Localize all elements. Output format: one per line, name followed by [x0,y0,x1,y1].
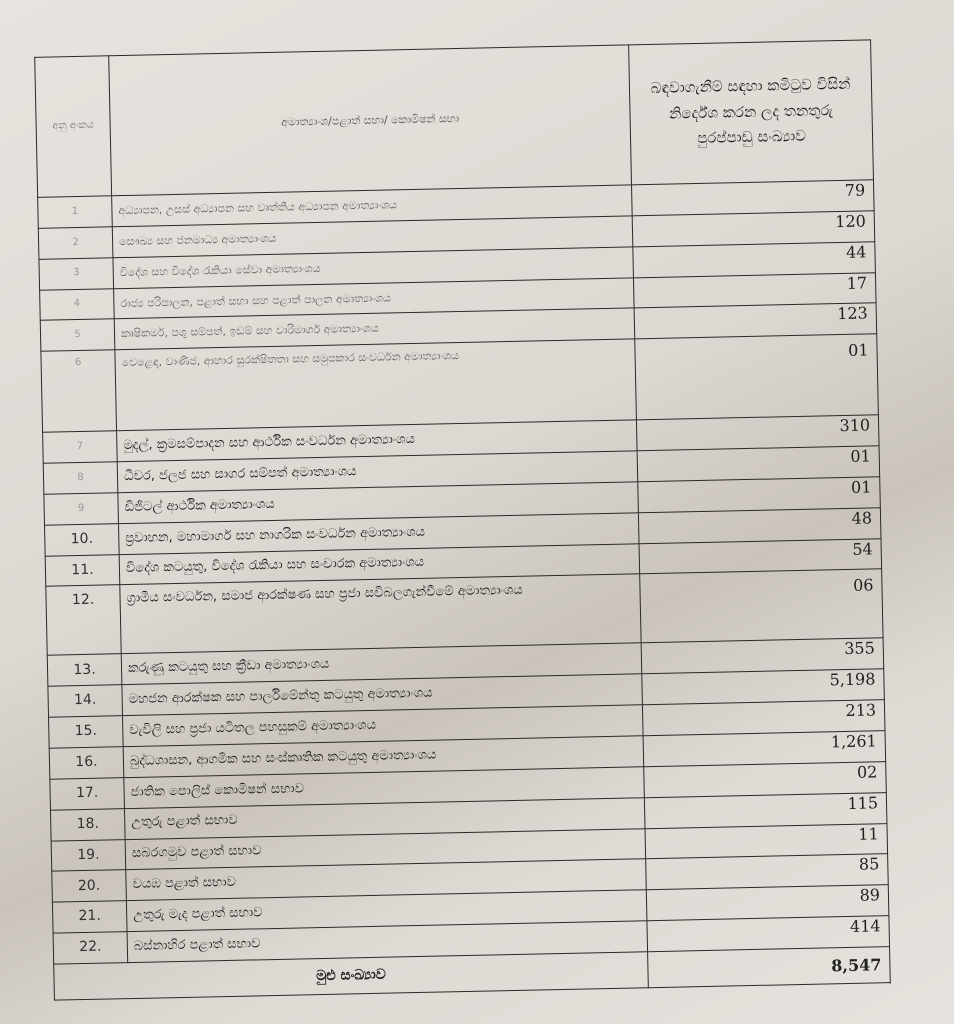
row-serial-no: 14. [48,685,123,717]
total-value: 8,547 [648,947,891,988]
vacancy-table [34,39,891,1000]
row-institution-name: ධීවර, ජලජ සහ සාගර සම්පත් අමාත්‍යාංශය [117,451,638,493]
row-serial-no: 2 [38,227,113,259]
vacancy-table-container [34,39,890,1000]
header-serial-no: අනු අංකය [35,56,112,198]
row-vacancy-count: 54 [639,538,882,574]
row-institution-name: උතුරු මැද පළාත් සභාව [126,890,647,932]
row-institution-name: ග්‍රාමීය සංවර්ධන, සමාජ ආරක්ෂණ සහ ප්‍රජා සවිබලගැන්වීමේ අමාත්‍යාංශය [120,574,641,654]
row-institution-name: වෙළෙඳ, වාණිජ, ආහාර සුරක්ෂිතතා සහ සමුපකාර සංවර්ධන අමාත්‍යාංශය [115,339,637,431]
row-serial-no: 1 [38,196,113,228]
row-vacancy-count: 310 [636,415,879,451]
row-vacancy-count: 11 [645,823,888,859]
row-vacancy-count: 115 [644,792,887,828]
row-vacancy-count: 44 [633,241,876,277]
row-institution-name: රාජ්‍ය පරිපාලන, පළාත් සභා සහ පළාත් පාලන අමාත්‍යාංශය [114,277,635,319]
row-serial-no: 8 [43,462,118,494]
row-vacancy-count: 120 [632,211,875,247]
row-institution-name: වයඹ පළාත් සභාව [126,859,647,901]
row-vacancy-count: 17 [633,272,876,308]
row-serial-no: 20. [52,870,127,902]
row-serial-no: 13. [47,654,122,686]
row-institution-name: උතුරු පළාත් සභාව [124,797,645,839]
row-serial-no: 10. [45,523,120,555]
row-institution-name: අධ්‍යාපන, උසස් අධ්‍යාපන සහ වෘත්තීය අධ්‍යාපන අමාත්‍යාංශය [112,185,633,227]
table-body [38,180,890,964]
row-vacancy-count: 02 [644,761,887,797]
row-serial-no: 16. [49,747,124,779]
row-serial-no: 5 [40,319,115,351]
row-serial-no: 19. [51,839,126,871]
row-serial-no: 17. [50,777,125,809]
header-institution: අමාත්‍යාංශ/පළාත් සභා/ කොමිෂන් සභා [109,45,632,196]
header-vacancy-count: බඳවාගැනීම් සඳහා කමිටුව විසින් නිර්දේශ කරන ලද තනතුරු පුරප්පාඩු සංඛ්‍යාව [629,40,874,185]
row-serial-no: 15. [49,716,124,748]
row-vacancy-count: 355 [641,638,884,674]
row-vacancy-count: 1,261 [643,731,886,767]
row-institution-name: වැවිලි සහ ප්‍රජා යටිතල පහසුකම් අමාත්‍යාංශය [123,705,644,747]
row-vacancy-count: 213 [642,700,885,736]
row-serial-no: 12. [46,585,121,656]
row-institution-name: බස්නාහිර පළාත් සභාව [127,921,648,963]
row-vacancy-count: 123 [634,303,877,339]
row-serial-no: 7 [43,431,118,463]
row-serial-no: 4 [40,288,115,320]
row-institution-name: ප්‍රවාහන, මහාමාර්ග සහ නාගරික සංවර්ධන අමාත්‍යාංශය [118,513,639,555]
total-label: මුළු සංඛ්‍යාව [54,952,649,1000]
row-vacancy-count: 01 [637,446,880,482]
row-institution-name: ඩිජිටල් ආර්ථික අමාත්‍යාංශය [118,482,639,524]
row-institution-name: මහජන ආරක්ෂක සහ පාර්ලිමේන්තු කටයුතු අමාත්‍යාංශය [122,674,643,716]
row-institution-name: සෞඛ්‍ය සහ ජනමාධ්‍ය අමාත්‍යාංශය [112,216,633,258]
row-institution-name: කරුණු කටයුතු සහ ක්‍රීඩා අමාත්‍යාංශය [121,643,642,685]
row-serial-no: 6 [41,350,117,433]
table-header-row [35,40,874,197]
row-vacancy-count: 5,198 [642,669,885,705]
row-institution-name: මුදල්, ක්‍රමසම්පාදන සහ ආර්ථික සංවර්ධන අමාත්‍යාංශය [117,420,638,462]
row-vacancy-count: 06 [640,569,883,643]
row-vacancy-count: 79 [632,180,875,216]
row-institution-name: කෘෂිකර්ම, පශු සම්පත්, ඉඩම් සහ වාරිමාර්ග අමාත්‍යාංශය [114,308,635,350]
row-vacancy-count: 01 [635,334,879,420]
row-vacancy-count: 01 [638,477,881,513]
row-institution-name: විදේශ සහ විදේශ රැකියා සේවා අමාත්‍යාංශය [113,247,634,289]
row-vacancy-count: 85 [646,854,889,890]
row-vacancy-count: 89 [646,885,889,921]
row-vacancy-count: 414 [647,916,890,952]
row-serial-no: 18. [50,808,125,840]
row-serial-no: 9 [44,493,119,525]
row-vacancy-count: 48 [638,507,881,543]
row-serial-no: 22. [53,932,128,965]
row-serial-no: 11. [45,554,120,586]
row-institution-name: බුද්ධශාසන, ආගමික සහ සංස්කෘතික කටයුතු අමාත්‍යාංශය [123,736,644,778]
row-serial-no: 3 [39,257,114,289]
row-serial-no: 21. [52,901,127,933]
row-institution-name: සබරගමුව පළාත් සභාව [125,828,646,870]
row-institution-name: විදේශ කටයුතු, විදේශ රැකියා සහ සංචාරක අමාත්‍යාංශය [119,543,640,585]
row-institution-name: ජාතික පොලිස් කොමිෂන් සභාව [124,767,645,809]
